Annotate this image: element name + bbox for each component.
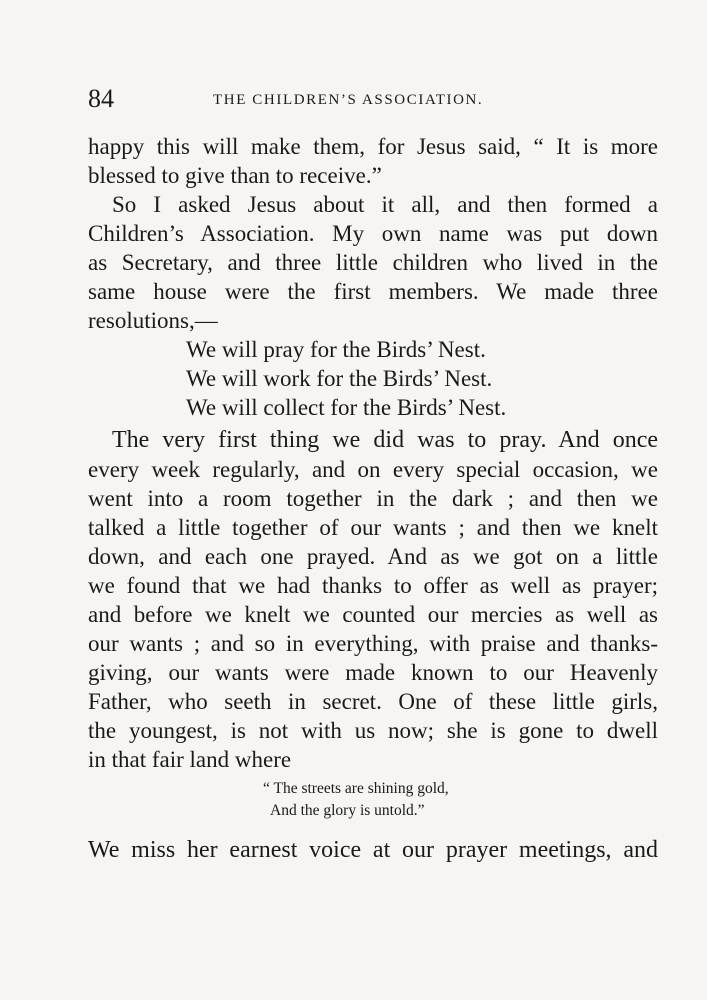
resolution-item: We will work for the Birds’ Nest. (186, 366, 493, 391)
text-line: We miss her earnest voice at our prayer meetings, and (88, 837, 658, 863)
running-head: THE CHILDREN’S ASSOCIATION. (213, 92, 484, 108)
paragraph-2 (88, 190, 658, 335)
text-line: same house were the first members. We made three (88, 279, 658, 304)
text-line: giving, our wants were made known to our Heavenly (88, 660, 658, 685)
quote-line: And the glory is untold.” (270, 802, 425, 819)
text-line: happy this will make them, for Jesus said, “ It is more (88, 134, 658, 159)
resolution-item: We will pray for the Birds’ Nest. (186, 337, 486, 362)
page-body (88, 132, 658, 865)
text-line: The very first thing we did was to pray. And once (112, 427, 658, 453)
text-line: went into a room together in the dark ; and then we (88, 486, 658, 511)
resolution-item: We will collect for the Birds’ Nest. (186, 395, 507, 420)
text-line: the youngest, is not with us now; she is gone to dwell (88, 718, 658, 743)
text-line: we found that we had thanks to offer as well as prayer; (88, 573, 658, 598)
text-line: Children’s Association. My own name was put down (88, 221, 658, 246)
text-line: our wants ; and so in everything, with praise and thanks- (88, 631, 658, 656)
text-line: every week regularly, and on every special occasion, we (88, 457, 658, 482)
text-line: So I asked Jesus about it all, and then formed a (112, 192, 658, 217)
paragraph-1 (88, 132, 658, 190)
text-line: resolutions,— (88, 308, 218, 333)
resolutions-list (88, 335, 658, 422)
text-line: as Secretary, and three little children who lived in the (88, 250, 658, 275)
page-number: 84 (88, 84, 114, 113)
text-line: blessed to give than to receive.” (88, 163, 382, 188)
quote-line: “ The streets are shining gold, (263, 780, 449, 797)
verse-quote (88, 778, 658, 822)
text-line: Father, who seeth in secret. One of these little girls, (88, 689, 658, 714)
text-line: talked a little together of our wants ; and then we knelt (88, 515, 658, 540)
paragraph-4 (88, 836, 658, 865)
page-header (88, 84, 658, 114)
paragraph-3 (88, 426, 658, 774)
text-line: in that fair land where (88, 747, 292, 772)
text-line: down, and each one prayed. And as we got on a little (88, 544, 658, 569)
text-line: and before we knelt we counted our mercies as well as (88, 602, 658, 627)
